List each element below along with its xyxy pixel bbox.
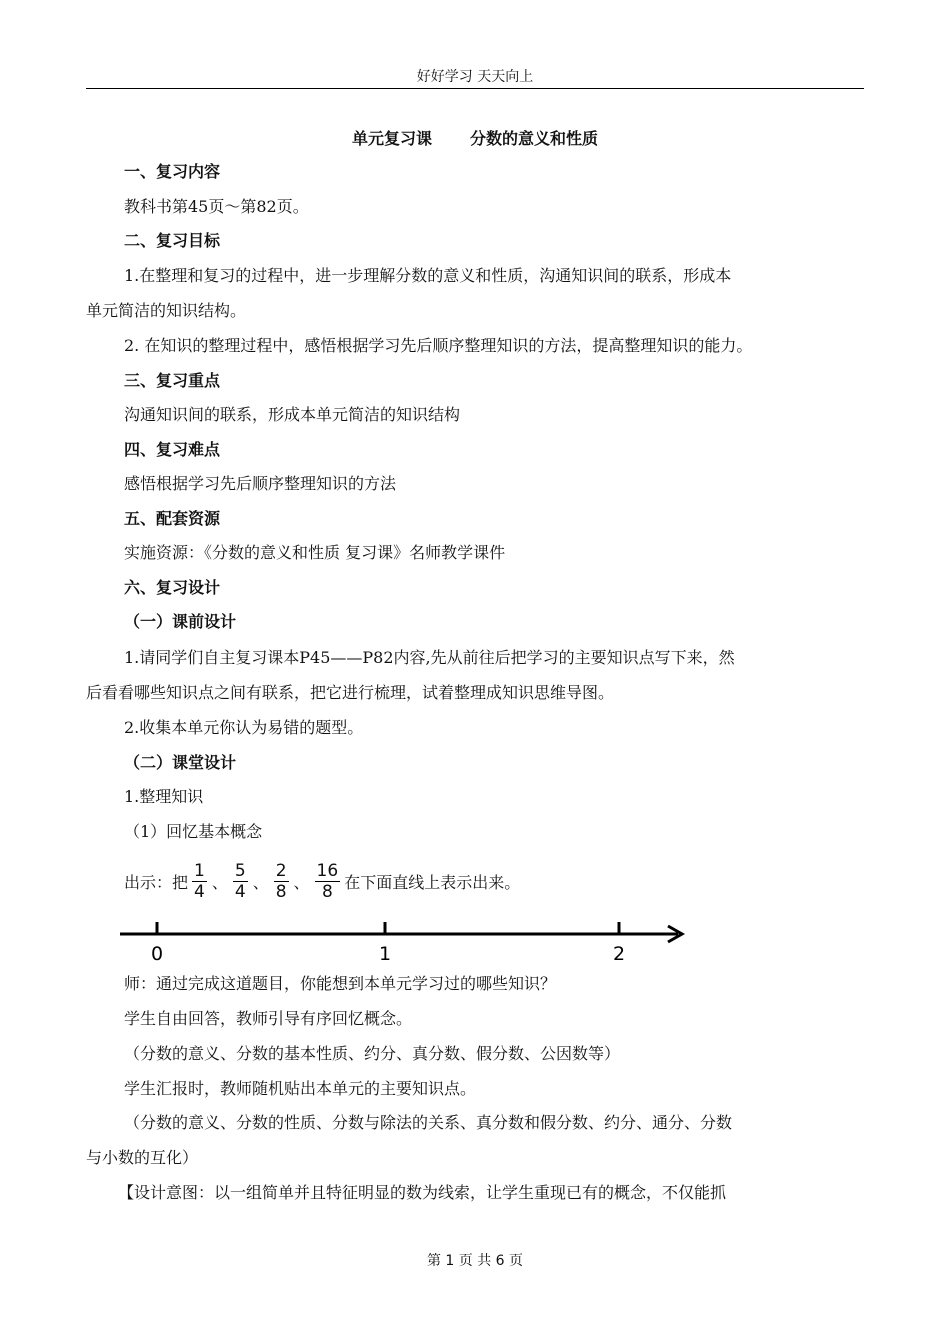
subsection-2-heading: （二）课堂设计 — [124, 753, 237, 772]
section-3-heading: 三、复习重点 — [124, 371, 221, 390]
subsection-2-item-1: 1.整理知识 — [124, 787, 204, 806]
title-part-2: 分数的意义和性质 — [470, 129, 599, 148]
fraction-5-4 — [233, 861, 248, 902]
concept-list-1: （分数的意义、分数的基本性质、约分、真分数、假分数、公因数等） — [124, 1044, 621, 1063]
tick-label-2: 2 — [612, 943, 626, 965]
denominator: 4 — [234, 881, 246, 902]
page-footer: 第 1 页 共 6 页 — [426, 1253, 524, 1269]
section-5-heading: 五、配套资源 — [124, 509, 221, 528]
document-title — [86, 126, 864, 149]
subsection-1-heading: （一）课前设计 — [124, 612, 237, 631]
numerator: 16 — [316, 860, 339, 881]
section-3-text: 沟通知识间的联系，形成本单元简洁的知识结构 — [124, 405, 461, 424]
fraction-16-8 — [315, 861, 341, 902]
section-1-heading: 一、复习内容 — [124, 162, 221, 181]
section-2-para-1-line-2: 单元简洁的知识结构。 — [86, 301, 247, 320]
section-2-para-2: 2. 在知识的整理过程中，感悟根据学习先后顺序整理知识的方法，提高整理知识的能力。 — [124, 336, 753, 355]
section-2-para-1-line-1: 1.在整理和复习的过程中，进一步理解分数的意义和性质，沟通知识间的联系，形成本 — [124, 266, 732, 285]
number-line — [120, 912, 700, 968]
section-1-text: 教科书第45页～第82页。 — [124, 197, 309, 216]
section-5-text: 实施资源：《分数的意义和性质 复习课》名师教学课件 — [124, 543, 506, 562]
denominator: 4 — [194, 881, 205, 902]
section-4-heading: 四、复习难点 — [124, 440, 221, 459]
page-header: 好好学习 天天向上 — [416, 69, 534, 85]
denominator: 8 — [275, 881, 287, 902]
separator: 、 — [252, 872, 269, 892]
subsection-1-para-1-line-2: 后看看哪些知识点之间有联系，把它进行梳理，试着整理成知识思维导图。 — [86, 683, 615, 702]
denominator: 8 — [321, 881, 333, 902]
student-answer-note: 学生自由回答，教师引导有序回忆概念。 — [124, 1009, 413, 1028]
numerator: 2 — [275, 860, 287, 881]
prompt-suffix: 在下面直线上表示出来。 — [344, 872, 521, 892]
design-intent: 【设计意图：以一组简单并且特征明显的数为线索，让学生重现已有的概念，不仅能抓 — [118, 1183, 727, 1202]
section-6-heading: 六、复习设计 — [124, 578, 221, 597]
separator: 、 — [211, 872, 228, 892]
numerator: 1 — [194, 860, 205, 881]
subsection-2-item-1-1: （1）回忆基本概念 — [124, 822, 263, 841]
section-2-heading: 二、复习目标 — [124, 231, 221, 250]
prompt-prefix: 出示：把 — [124, 872, 189, 892]
tick-label-0: 0 — [150, 943, 164, 965]
title-part-1: 单元复习课 — [351, 129, 432, 148]
concept-list-2-line-1: （分数的意义、分数的性质、分数与除法的关系、真分数和假分数、约分、通分、分数 — [124, 1113, 733, 1132]
numerator: 5 — [234, 860, 246, 881]
fraction-2-8 — [274, 861, 289, 902]
subsection-1-para-2: 2.收集本单元你认为易错的题型。 — [124, 718, 364, 737]
fraction-prompt — [124, 856, 520, 906]
separator: 、 — [293, 872, 310, 892]
tick-label-1: 1 — [378, 943, 392, 965]
subsection-1-para-1-line-1: 1.请同学们自主复习课本P45——P82内容,先从前往后把学习的主要知识点写下来，然 — [124, 648, 735, 667]
header-divider — [86, 88, 864, 89]
section-4-text: 感悟根据学习先后顺序整理知识的方法 — [124, 474, 397, 493]
teacher-question: 师：通过完成这道题目，你能想到本单元学习过的哪些知识？ — [124, 974, 557, 993]
concept-list-2-line-2: 与小数的互化） — [86, 1148, 199, 1167]
fraction-1-4 — [192, 861, 207, 902]
student-report-note: 学生汇报时，教师随机贴出本单元的主要知识点。 — [124, 1079, 477, 1098]
